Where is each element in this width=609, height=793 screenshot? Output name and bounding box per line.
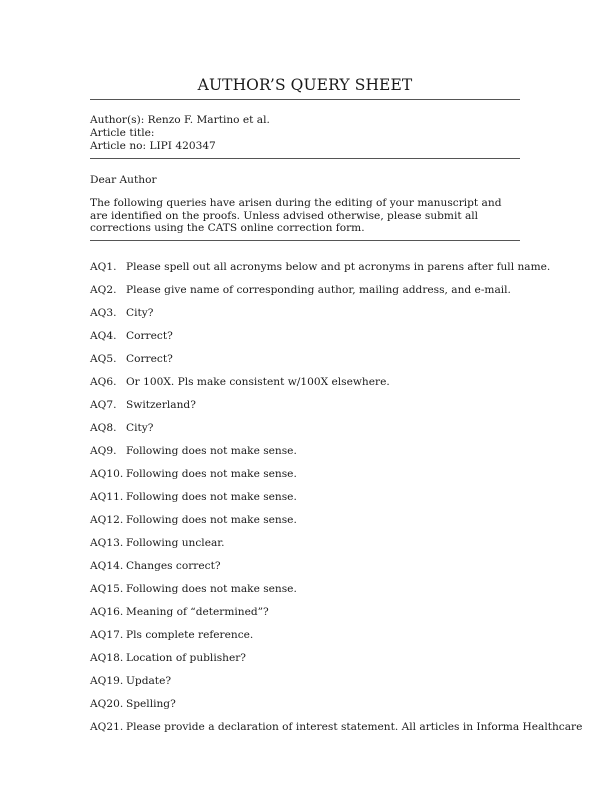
query-text: Following does not make sense.: [126, 491, 297, 503]
query-id: AQ6.: [90, 376, 117, 388]
query-item: [90, 698, 530, 721]
query-item: [90, 583, 530, 606]
query-id: AQ16.: [90, 606, 124, 618]
query-id: AQ20.: [90, 698, 124, 710]
query-item: [90, 399, 530, 422]
query-item: [90, 422, 530, 445]
query-id: AQ14.: [90, 560, 124, 572]
query-text: Following does not make sense.: [126, 514, 297, 526]
query-item: [90, 468, 530, 491]
query-id: AQ18.: [90, 652, 124, 664]
query-text: Following does not make sense.: [126, 445, 297, 457]
query-item: [90, 652, 530, 675]
title-divider: [90, 99, 520, 100]
query-text: City?: [126, 307, 154, 319]
query-id: AQ4.: [90, 330, 117, 342]
article-info: [90, 114, 520, 153]
query-id: AQ17.: [90, 629, 124, 641]
query-id: AQ19.: [90, 675, 124, 687]
query-id: AQ11.: [90, 491, 124, 503]
query-text: Correct?: [126, 330, 173, 342]
query-id: AQ10.: [90, 468, 124, 480]
authors-line: Author(s): Renzo F. Martino et al.: [90, 114, 270, 126]
query-text: Meaning of “determined”?: [126, 606, 269, 618]
query-text: City?: [126, 422, 154, 434]
page-title: AUTHOR’S QUERY SHEET: [197, 76, 413, 94]
query-id: AQ5.: [90, 353, 117, 365]
intro-paragraph: The following queries have arisen during the editing of your manuscript and are identified on the proofs. Unless advised otherwise, please submit all corrections using the CATS online correction form.: [90, 197, 502, 234]
query-text: Pls complete reference.: [126, 629, 254, 641]
query-id: AQ13.: [90, 537, 124, 549]
query-text: Correct?: [126, 353, 173, 365]
query-item: [90, 560, 530, 583]
query-text: Following does not make sense.: [126, 468, 297, 480]
query-item: [90, 376, 530, 399]
query-id: AQ8.: [90, 422, 117, 434]
query-id: AQ9.: [90, 445, 117, 457]
query-id: AQ7.: [90, 399, 117, 411]
query-text: Following does not make sense.: [126, 583, 297, 595]
query-item: [90, 721, 583, 744]
query-text: Please provide a declaration of interest statement. All articles in Informa Healthcare: [126, 721, 583, 733]
query-item: [90, 353, 530, 376]
query-id: AQ15.: [90, 583, 124, 595]
query-text: Following unclear.: [126, 537, 225, 549]
query-text: Switzerland?: [126, 399, 196, 411]
query-id: AQ12.: [90, 514, 124, 526]
query-text: Or 100X. Pls make consistent w/100X elsewhere.: [126, 376, 390, 388]
query-item: [90, 675, 530, 698]
query-id: AQ3.: [90, 307, 117, 319]
query-text: Spelling?: [126, 698, 176, 710]
query-item: [90, 629, 530, 652]
query-item: [90, 307, 530, 330]
query-text: Location of publisher?: [126, 652, 246, 664]
query-item: [90, 261, 551, 284]
greeting: Dear Author: [90, 174, 157, 186]
query-text: Changes correct?: [126, 560, 221, 572]
query-item: [90, 330, 530, 353]
info-divider: [90, 158, 520, 159]
query-id: AQ1.: [90, 261, 117, 273]
query-id: AQ2.: [90, 284, 117, 296]
query-item: [90, 284, 530, 307]
query-item: [90, 491, 530, 514]
query-item: [90, 537, 530, 560]
query-item: [90, 445, 530, 468]
query-text: Please spell out all acronyms below and pt acronyms in parens after full name.: [126, 261, 551, 273]
query-text: Update?: [126, 675, 172, 687]
query-item: [90, 514, 530, 537]
query-item: [90, 606, 530, 629]
query-list: [90, 261, 583, 744]
article-title-line: Article title:: [90, 127, 155, 139]
query-text: Please give name of corresponding author, mailing address, and e-mail.: [126, 284, 511, 296]
query-id: AQ21.: [90, 721, 124, 733]
intro-divider: [90, 240, 520, 241]
article-number-line: Article no: LIPI 420347: [90, 140, 216, 152]
